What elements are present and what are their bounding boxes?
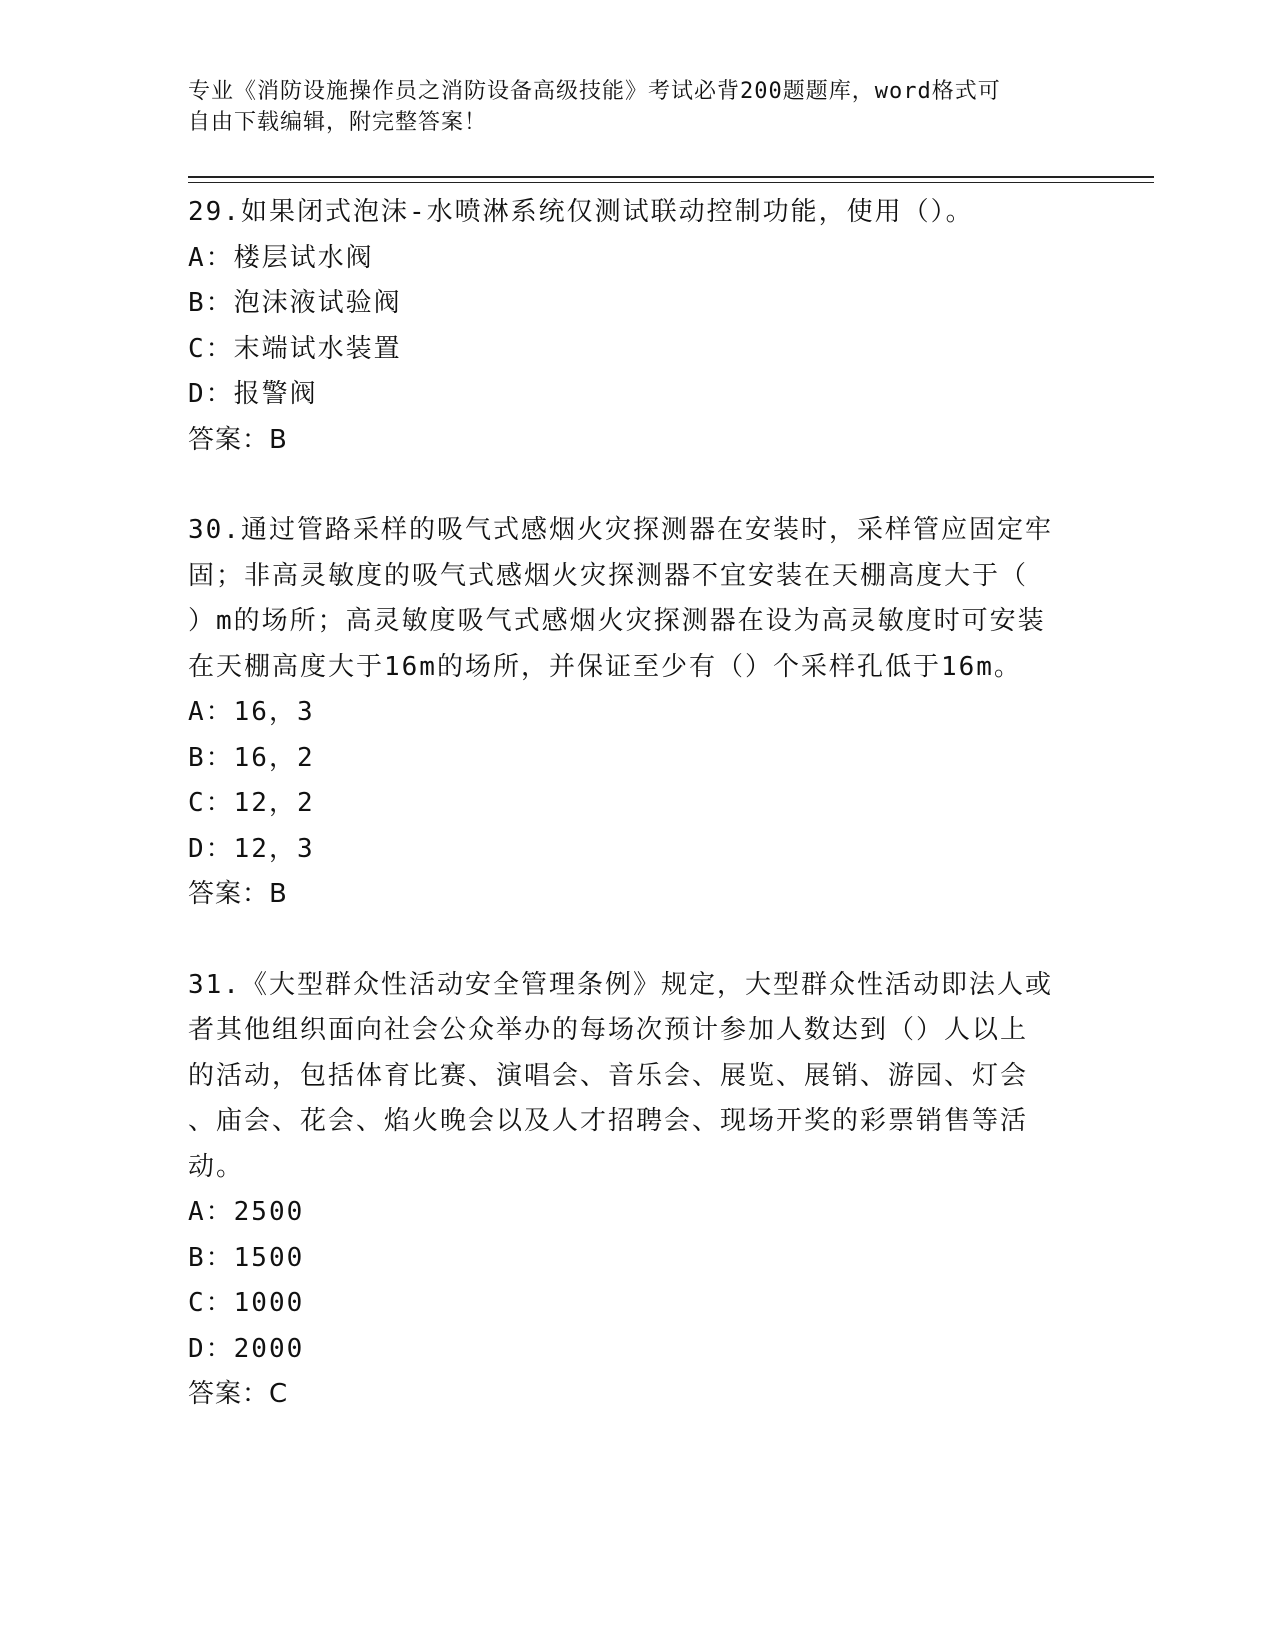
question-text-line-1: 31.《大型群众性活动安全管理条例》规定，大型群众性活动即法人或 xyxy=(188,969,1053,1000)
answer-line: 答案：B xyxy=(188,879,288,909)
option-c: C：1000 xyxy=(188,1288,305,1318)
option-c: C：12，2 xyxy=(188,788,315,818)
option-a: A：16，3 xyxy=(188,697,315,727)
option-a: A：2500 xyxy=(188,1197,305,1227)
question-text-line-5: 动。 xyxy=(188,1151,245,1182)
option-b: B：16，2 xyxy=(188,742,315,773)
question-text-line-4: 在天棚高度大于16m的场所，并保证至少有（）个采样孔低于16m。 xyxy=(188,651,1022,682)
option-d: D：2000 xyxy=(188,1333,305,1364)
question-list xyxy=(188,190,1088,1418)
question-text-line-4: 、庙会、花会、焰火晚会以及人才招聘会、现场开奖的彩票销售等活 xyxy=(188,1106,1029,1136)
question-text: 29.如果闭式泡沫-水喷淋系统仅测试联动控制功能，使用（）。 xyxy=(188,197,974,227)
question-gap xyxy=(188,463,1088,508)
question-31 xyxy=(188,963,1088,1418)
question-text-line-3: ）m的场所；高灵敏度吸气式感烟火灾探测器在设为高灵敏度时可安装 xyxy=(188,606,1046,636)
answer-line: 答案：B xyxy=(188,424,288,455)
question-30 xyxy=(188,508,1088,918)
option-a: A：楼层试水阀 xyxy=(188,242,374,273)
question-text-line-3: 的活动，包括体育比赛、演唱会、音乐会、展览、展销、游园、灯会 xyxy=(188,1060,1029,1091)
option-b: B：泡沫液试验阀 xyxy=(188,288,402,318)
question-text-line-2: 者其他组织面向社会公众举办的每场次预计参加人数达到（）人以上 xyxy=(188,1015,1029,1045)
header-line-1: 专业《消防设施操作员之消防设备高级技能》考试必背200题题库，word格式可 xyxy=(188,79,1001,104)
answer-line: 答案：C xyxy=(188,1379,289,1409)
header-divider-thin xyxy=(188,182,1154,183)
option-d: D：12，3 xyxy=(188,833,315,864)
question-text-line-1: 30.通过管路采样的吸气式感烟火灾探测器在安装时，采样管应固定牢 xyxy=(188,515,1053,545)
option-c: C：末端试水装置 xyxy=(188,333,402,364)
question-gap xyxy=(188,918,1088,963)
question-text-line-2: 固；非高灵敏度的吸气式感烟火灾探测器不宜安装在天棚高度大于（ xyxy=(188,560,1029,591)
question-29 xyxy=(188,190,1088,463)
option-d: D：报警阀 xyxy=(188,379,318,409)
option-b: B：1500 xyxy=(188,1242,305,1273)
header-divider-thick xyxy=(188,176,1154,178)
document-header xyxy=(188,76,1088,138)
header-line-2: 自由下载编辑，附完整答案！ xyxy=(188,110,488,135)
